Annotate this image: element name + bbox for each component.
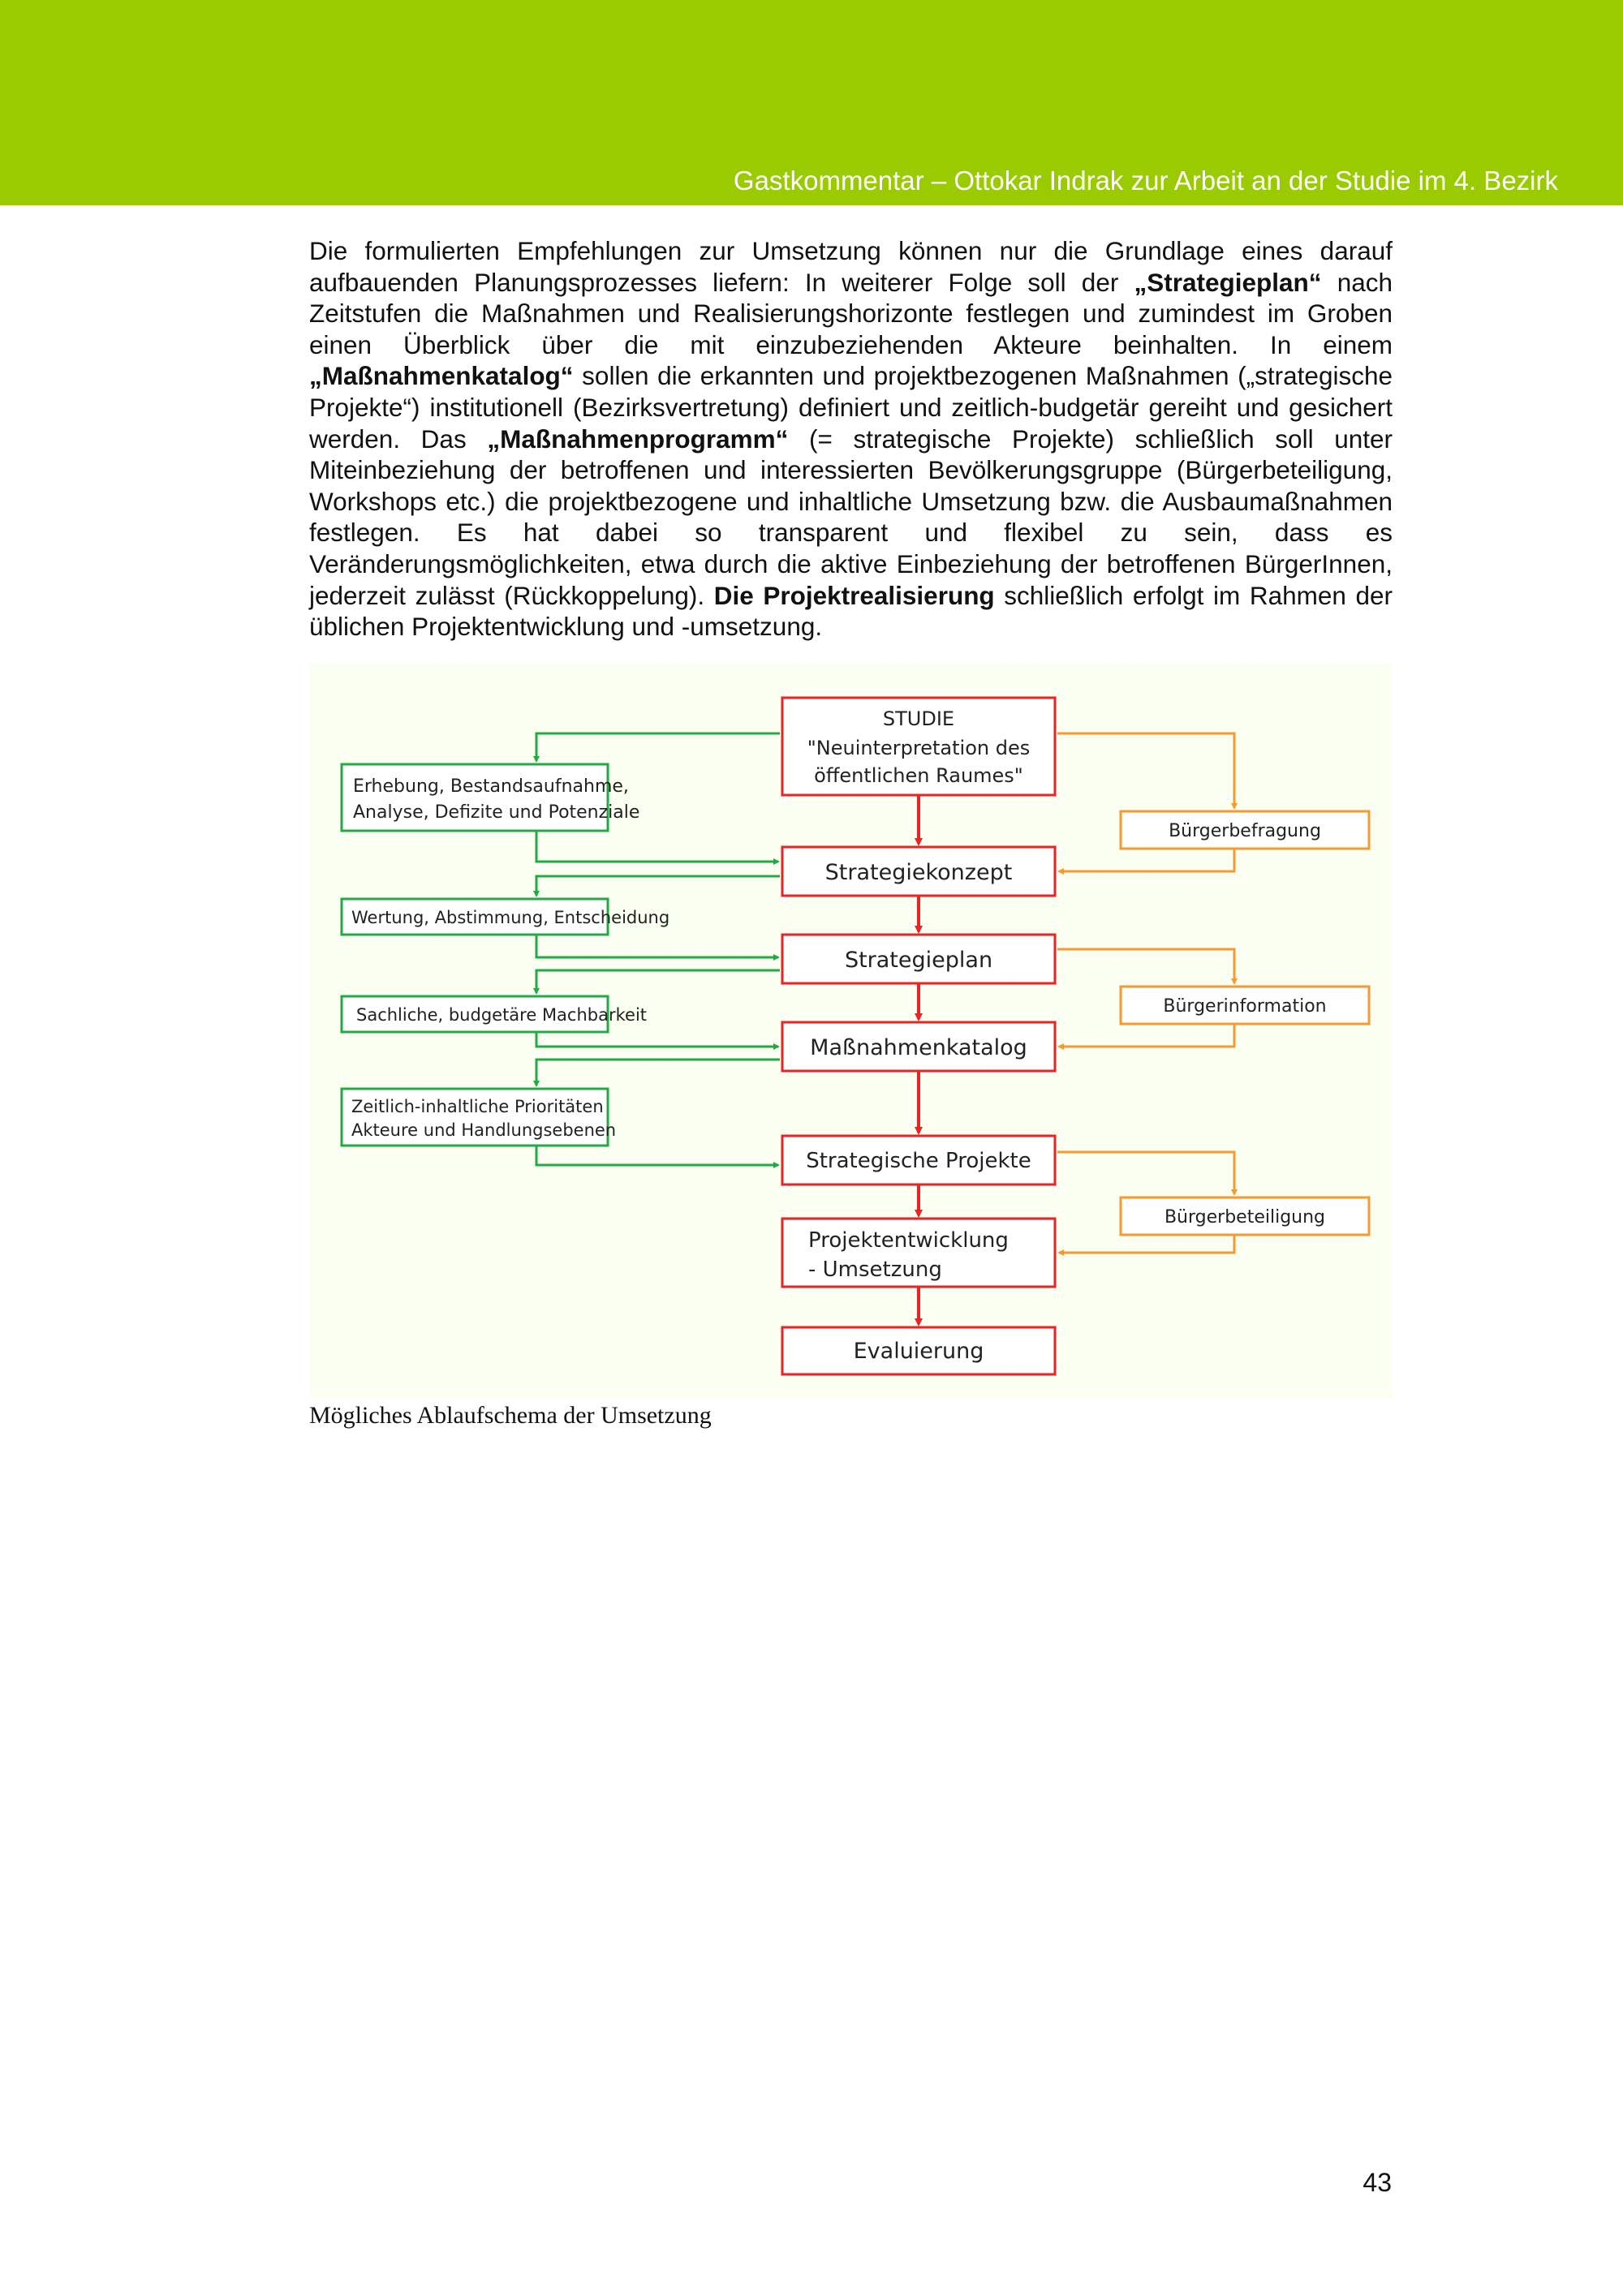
bold-term-massnahmenprogramm: „Maßnahmenprogramm“ xyxy=(487,424,789,454)
bold-term-massnahmenkatalog: „Maßnahmenkatalog“ xyxy=(309,361,574,391)
text-run: schließlich erfolgt im Rahmen der üblichen Projektentwicklung und -umsetzung. xyxy=(309,580,1393,642)
text-run: nach Zeitstufen die Maßnahmen und Realisierungshorizonte festlegen und zumindest im Groben einen Überblick über die mit einzubeziehenden Akteure beinhalten. In einem xyxy=(309,267,1393,359)
arrow-green xyxy=(536,970,780,993)
arrow-green xyxy=(536,1060,780,1086)
arrow-orange xyxy=(1057,949,1234,983)
arrow-orange xyxy=(1057,1152,1234,1194)
arrow-green xyxy=(536,733,780,761)
box-sachliche-label: Sachliche, budgetäre Machbarkeit xyxy=(356,1005,648,1025)
arrow-orange xyxy=(1059,1235,1234,1253)
page-header xyxy=(0,0,1623,205)
bold-term-projektrealisierung: Die Projektrealisierung xyxy=(713,580,995,610)
box-studie-line3: öffentlichen Raumes" xyxy=(814,764,1023,787)
box-buergerbefragung-label: Bürgerbefragung xyxy=(1169,821,1321,841)
box-erhebung-line2: Analyse, Defizite und Potenziale xyxy=(353,802,640,823)
bold-term-strategieplan: „Strategieplan“ xyxy=(1134,267,1322,297)
box-wertung-label: Wertung, Abstimmung, Entscheidung xyxy=(351,908,670,927)
header-title: Gastkommentar – Ottokar Indrak zur Arbeit an der Studie im 4. Bezirk xyxy=(733,166,1558,196)
figure-caption: Mögliches Ablaufschema der Umsetzung xyxy=(309,1402,712,1429)
page-number: 43 xyxy=(1363,2168,1392,2197)
box-buergerinformation-label: Bürgerinformation xyxy=(1163,996,1327,1017)
flow-diagram xyxy=(309,664,1393,1398)
box-strategieplan-label: Strategieplan xyxy=(844,948,993,973)
box-erhebung-line1: Erhebung, Bestandsaufnahme, xyxy=(353,776,629,797)
box-evaluierung-label: Evaluierung xyxy=(853,1339,984,1364)
text-run: (= strategische Projekte) schließlich soll unter Miteinbeziehung der betroffenen und interessierten Bevölkerungsgruppe (Bürgerbeteiligung, Workshops etc.) die projektbezogene und inhaltliche Umsetzung bzw. die Ausbaumaßnahmen festlegen. Es hat dabei so transparent und flexibel zu sein, dass es Veränderungsmöglichkeiten, etwa durch die aktive Einbeziehung der betroffenen BürgerInnen, jederzeit zulässt (Rückkoppelung). xyxy=(309,424,1393,610)
box-zeitlich-line2: Akteure und Handlungsebenen xyxy=(351,1120,617,1140)
box-projektentwicklung-line2: - Umsetzung xyxy=(808,1258,942,1282)
body-paragraph xyxy=(309,235,1393,643)
arrow-orange xyxy=(1059,849,1234,871)
arrow-green xyxy=(536,1032,778,1047)
box-projektentwicklung-line1: Projektentwicklung xyxy=(808,1228,1009,1253)
arrow-orange xyxy=(1057,733,1234,808)
box-studie-line1: STUDIE xyxy=(882,707,955,730)
box-studie-line2: "Neuinterpretation des xyxy=(807,737,1031,759)
text-run: Die formulierten Empfehlungen zur Umsetzung können nur die Grundlage eines darauf aufbauenden Planungsprozesses liefern: In weiterer Folge soll der xyxy=(309,236,1393,297)
text-run: sollen die erkannten und projektbezogenen Maßnahmen („strategische Projekte“) institutionell (Bezirksvertretung) definiert und zeitlich-budgetär gereiht und gesichert werden. Das xyxy=(309,361,1393,454)
box-zeitlich-line1: Zeitlich-inhaltliche Prioritäten xyxy=(351,1097,604,1116)
box-massnahmenkatalog-label: Maßnahmenkatalog xyxy=(810,1035,1027,1060)
arrow-green xyxy=(536,876,780,896)
box-strategiekonzept-label: Strategiekonzept xyxy=(824,860,1013,885)
box-buergerbeteiligung-label: Bürgerbeteiligung xyxy=(1164,1207,1326,1228)
arrow-green xyxy=(536,935,778,957)
box-strategische-projekte-label: Strategische Projekte xyxy=(806,1149,1031,1173)
arrow-orange xyxy=(1059,1024,1234,1047)
arrow-green xyxy=(536,1146,778,1165)
arrow-green xyxy=(536,831,778,862)
